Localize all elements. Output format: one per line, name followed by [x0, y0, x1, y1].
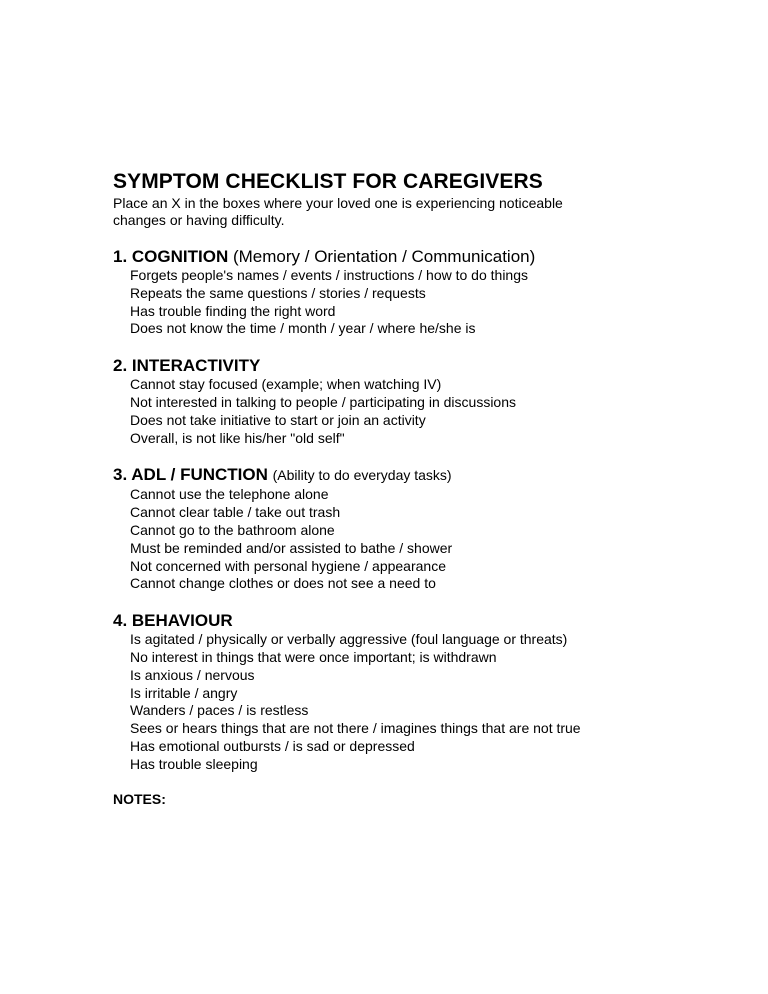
section-subtitle: (Ability to do everyday tasks)	[272, 467, 452, 484]
intro-line-2: changes or having difficulty.	[113, 212, 285, 228]
symptom-item: Cannot change clothes or does not see a need to	[130, 575, 436, 592]
section-heading	[113, 610, 733, 631]
document-title: SYMPTOM CHECKLIST FOR CAREGIVERS	[113, 170, 543, 193]
symptom-list	[113, 631, 733, 773]
symptom-item: Has emotional outbursts / is sad or depressed	[130, 737, 415, 754]
symptom-item: Cannot go to the bathroom alone	[130, 521, 335, 538]
symptom-item: Cannot use the telephone alone	[130, 486, 329, 503]
symptom-item: No interest in things that were once important; is withdrawn	[130, 648, 497, 665]
symptom-item: Does not take initiative to start or join an activity	[130, 411, 426, 428]
symptom-item: Wanders / paces / is restless	[130, 702, 309, 719]
symptom-item: Does not know the time / month / year / where he/she is	[130, 320, 476, 337]
symptom-item: Overall, is not like his/her "old self"	[130, 429, 345, 446]
section-title: 3. ADL / FUNCTION	[113, 465, 268, 485]
intro-text	[113, 195, 733, 229]
symptom-item: Cannot stay focused (example; when watching IV)	[130, 376, 442, 393]
symptom-list	[113, 376, 733, 447]
symptom-item: Has trouble sleeping	[130, 755, 258, 772]
symptom-item: Is irritable / angry	[130, 684, 238, 701]
section-heading	[113, 464, 733, 486]
section-title: 4. BEHAVIOUR	[113, 611, 233, 631]
section-interactivity	[113, 355, 733, 447]
symptom-item: Is agitated / physically or verbally aggressive (foul language or threats)	[130, 631, 568, 648]
section-heading	[113, 246, 733, 267]
symptom-list	[113, 486, 733, 593]
section-subtitle: (Memory / Orientation / Communication)	[232, 247, 536, 266]
symptom-item: Forgets people's names / events / instructions / how to do things	[130, 267, 528, 283]
symptom-item: Not interested in talking to people / participating in discussions	[130, 393, 516, 410]
intro-line-1: Place an X in the boxes where your loved one is experiencing noticeable	[113, 195, 563, 211]
section-cognition	[113, 246, 733, 338]
symptom-list	[113, 267, 733, 338]
section-title: 2. INTERACTIVITY	[113, 356, 261, 376]
section-behaviour	[113, 610, 733, 773]
symptom-item: Has trouble finding the right word	[130, 302, 336, 319]
section-heading	[113, 355, 733, 376]
symptom-item: Repeats the same questions / stories / requests	[130, 284, 426, 301]
section-title: 1. COGNITION	[113, 247, 229, 266]
checklist-document	[113, 168, 733, 822]
section-adl-function	[113, 464, 733, 593]
notes-label: NOTES:	[113, 790, 166, 807]
symptom-item: Not concerned with personal hygiene / appearance	[130, 557, 446, 574]
symptom-item: Sees or hears things that are not there / imagines things that are not true	[130, 720, 581, 737]
symptom-item: Cannot clear table / take out trash	[130, 504, 341, 521]
symptom-item: Is anxious / nervous	[130, 666, 255, 683]
symptom-item: Must be reminded and/or assisted to bathe / shower	[130, 539, 453, 556]
